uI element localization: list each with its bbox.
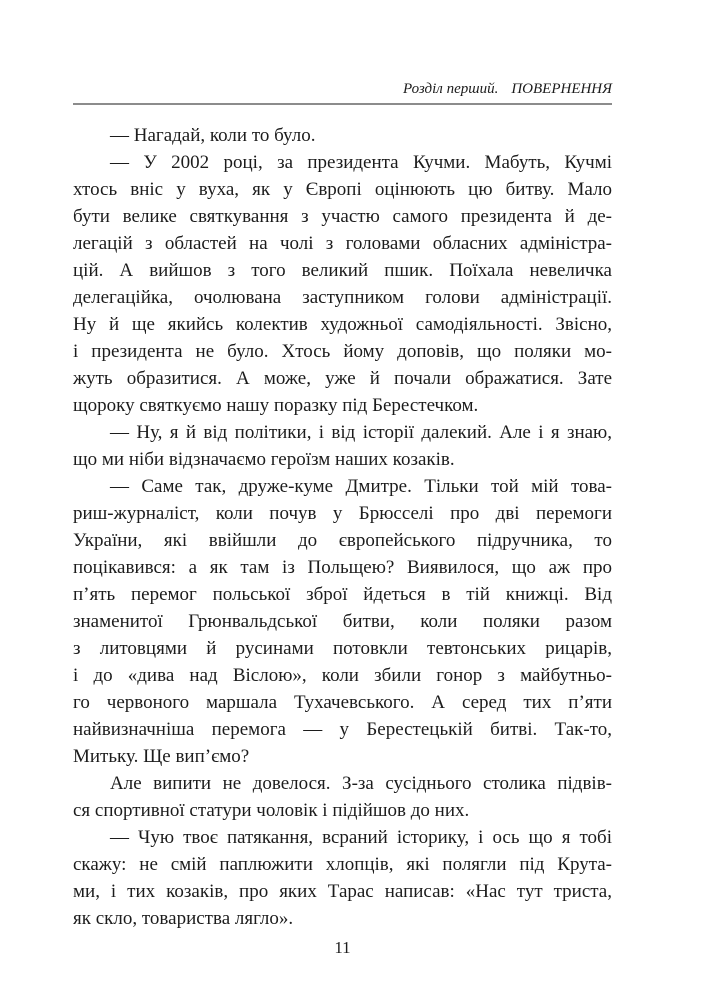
text-line: ми, і тих козаків, про яких Тарас написав: «Нас тут триста, — [73, 881, 612, 902]
text-line: — Саме так, друже-куме Дмитре. Тільки той мій това- — [110, 476, 612, 497]
paragraph — [73, 770, 612, 824]
text-line: і президента не було. Хтось йому доповів, що поляки мо- — [73, 341, 612, 362]
header-rule — [73, 103, 612, 105]
text-line: знаменитої Грюнвальдської битви, коли поляки разом — [73, 611, 612, 632]
text-line: жуть образитися. А може, уже й почали ображатися. Зате — [73, 368, 612, 389]
text-line: п’ять перемог польської зброї йдеться в тій книжці. Від — [73, 584, 612, 605]
text-line: найвизначніша перемога — у Берестецькій битві. Так-то, — [73, 719, 612, 740]
running-header — [73, 80, 612, 98]
paragraph — [73, 149, 612, 419]
text-line: поцікавився: а як там із Польщею? Виявилося, що аж про — [73, 557, 612, 578]
text-line: ся спортивної статури чоловік і підійшов до них. — [73, 800, 470, 821]
page-body — [73, 122, 612, 932]
paragraph — [73, 419, 612, 473]
text-line: цій. А вийшов з того великий пшик. Поїхала невеличка — [73, 260, 612, 281]
paragraph — [73, 473, 612, 770]
text-line: хтось вніс у вуха, як у Європі оцінюють цю битву. Мало — [73, 179, 612, 200]
chapter-title: ПОВЕРНЕННЯ — [511, 81, 612, 97]
text-line: Митьку. Ще вип’ємо? — [73, 746, 250, 767]
text-line: і до «дива над Віслою», коли збили гонор з майбутньо- — [73, 665, 612, 686]
paragraph — [73, 122, 612, 149]
text-line: як скло, товариства лягло». — [73, 908, 294, 929]
text-line: — У 2002 році, за президента Кучми. Мабуть, Кучмі — [110, 152, 612, 173]
text-line: Ну й ще якийсь колектив художньої самодіяльності. Звісно, — [73, 314, 612, 335]
chapter-label: Розділ перший. — [402, 81, 499, 97]
text-line: Але випити не довелося. З-за сусіднього столика підвів- — [110, 773, 612, 794]
text-line: що ми ніби відзначаємо героїзм наших козаків. — [73, 449, 455, 470]
text-line: легацій з областей на чолі з головами обласних адміністра- — [73, 233, 612, 254]
text-line: риш-журналіст, коли почув у Брюсселі про дві перемоги — [73, 503, 612, 524]
text-line: делегаційка, очолювана заступником голови адміністрації. — [73, 287, 612, 308]
page-number: 11 — [334, 938, 351, 957]
text-line: з литовцями й русинами потовкли тевтонських рицарів, — [73, 638, 612, 659]
page-footer — [73, 937, 612, 959]
text-line: — Нагадай, коли то було. — [110, 125, 316, 146]
text-line: України, які ввійшли до європейського підручника, то — [73, 530, 612, 551]
text-line: го червоного маршала Тухачевського. А серед тих п’яти — [73, 692, 612, 713]
text-line: бути велике святкування з участю самого президента й де- — [73, 206, 612, 227]
text-line: щороку святкуємо нашу поразку під Берестечком. — [73, 395, 479, 416]
text-line: — Чую твоє патякання, всраний історику, і ось що я тобі — [110, 827, 612, 848]
text-line: — Ну, я й від політики, і від історії далекий. Але і я знаю, — [110, 422, 612, 443]
text-line: скажу: не смій паплюжити хлопців, які полягли під Крута- — [73, 854, 612, 875]
paragraph — [73, 824, 612, 932]
